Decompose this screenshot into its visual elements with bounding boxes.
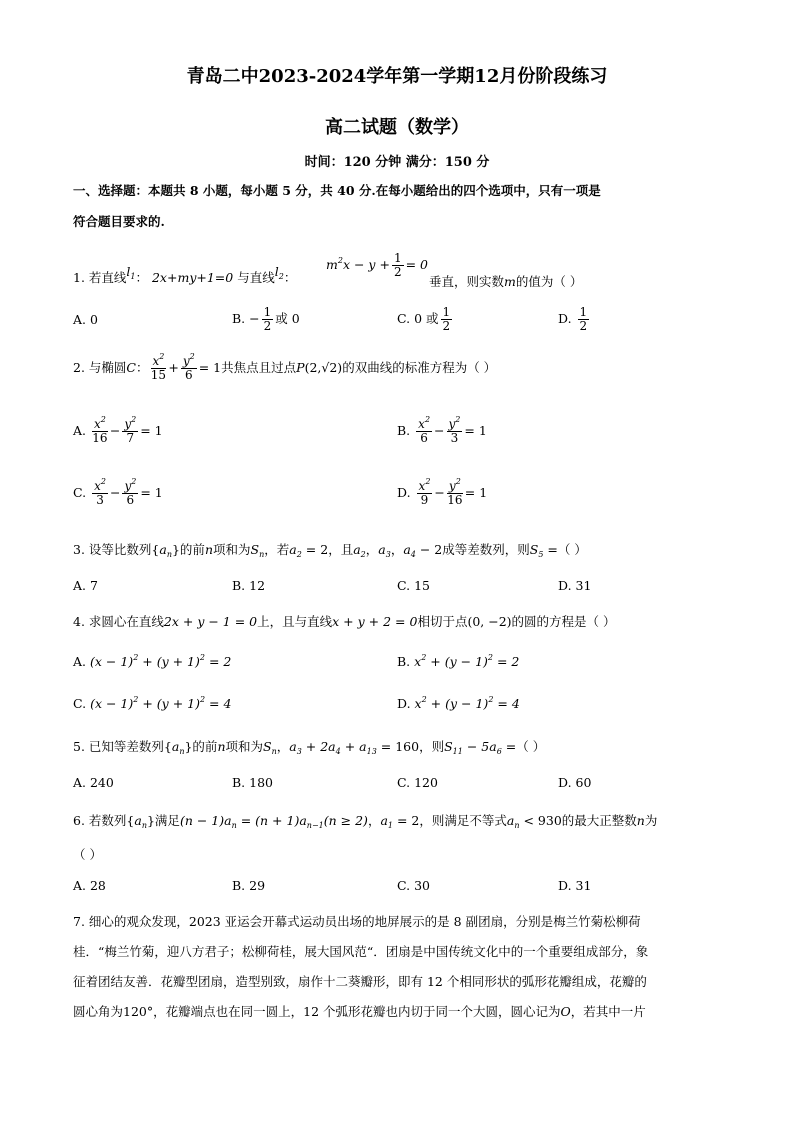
q4-option-d[interactable]: D. $x^2 + (y - 1)^2 = 4$ — [397, 695, 520, 711]
q2-option-b[interactable]: B. $\frac{x^2}{6}$ − $\frac{y^2}{3}$ = 1 — [397, 415, 487, 445]
q1-option-d[interactable]: D. $\frac{1}{2}$ — [558, 305, 588, 333]
q4-option-c[interactable]: C. $(x - 1)^2 + (y + 1)^2 = 4$ — [73, 695, 232, 711]
q2-option-a[interactable]: A. $\frac{x^2}{16}$ − $\frac{y^2}{7}$ = 1 — [73, 415, 163, 445]
q1-text-a: 1. 若直线 — [73, 270, 127, 285]
q3-option-b[interactable]: B. 12 — [232, 578, 266, 593]
question-3-stem: 3. 设等比数列$\{a_n\}$的前n项和为$S_n$，若$a_2 = 2$，且$a_2$，$a_3$，$a_4 - 2$成等差数列，则$S_5$ =（ ） — [73, 542, 587, 559]
q6-option-c[interactable]: C. 30 — [397, 878, 430, 893]
question-7-line1: 7. 细心的观众发现，2023 亚运会开幕式运动员出场的地屏展示的是 8 副团扇，分别是梅兰竹菊松柳荷 — [73, 914, 641, 929]
q3-option-a[interactable]: A. 7 — [73, 578, 98, 593]
q4-option-b[interactable]: B. $x^2 + (y - 1)^2 = 2$ — [397, 653, 520, 669]
q1-tail: 垂直，则实数m的值为（ ） — [429, 274, 583, 289]
q1-text-b: 与直线 — [237, 270, 275, 285]
q1-text-d: 的值为（ ） — [515, 274, 583, 289]
q6-paren: （ ） — [73, 847, 102, 862]
q1-line2-equation: $m^2x - y$ + $\frac{1}{2}$ = 0 — [326, 251, 428, 279]
q1-option-a[interactable]: A. 0 — [73, 312, 98, 327]
question-7-line2: 桂．“梅兰竹菊，迎八方君子；松柳荷桂，展大国风范“．团扇是中国传统文化中的一个重要组成部分，象 — [73, 944, 649, 959]
q1-option-c[interactable]: C. 0 或 $\frac{1}{2}$ — [397, 305, 451, 333]
question-7-line4: 圆心角为120°，花瓣端点也在同一圆上，12 个弧形花瓣也内切于同一个大圆，圆心记为O，若其中一片 — [73, 1004, 646, 1019]
q2-option-d[interactable]: D. $\frac{x^2}{9}$ − $\frac{y^2}{16}$ = 1 — [397, 477, 488, 507]
q6-option-d[interactable]: D. 31 — [558, 878, 592, 893]
question-1-stem: 1. 若直线$l_1$： 2x+my+1=0 与直线$l_2$： — [73, 264, 297, 285]
question-4-stem: 4. 求圆心在直线2x + y − 1 = 0上，且与直线x + y + 2 = 0相切于点(0, −2)的圆的方程是（ ） — [73, 614, 616, 629]
q3-option-d[interactable]: D. 31 — [558, 578, 592, 593]
section-heading-cont: 符合题目要求的. — [73, 214, 165, 229]
question-5-stem: 5. 已知等差数列$\{a_n\}$的前n项和为$S_n$，$a_3 + 2a_4 + a_{13} = 160$，则$S_{11} - 5a_6$ =（ ） — [73, 739, 546, 756]
q5-option-a[interactable]: A. 240 — [73, 775, 114, 790]
q1-option-b[interactable]: B. − $\frac{1}{2}$ 或 0 — [232, 305, 300, 333]
q1-text-c: 垂直，则实数 — [429, 274, 505, 289]
q2-option-c[interactable]: C. $\frac{x^2}{3}$ − $\frac{y^2}{6}$ = 1 — [73, 477, 163, 507]
q6-option-b[interactable]: B. 29 — [232, 878, 266, 893]
question-6-stem: 6. 若数列$\{a_n\}$满足$(n - 1)a_n = (n + 1)a_{n-1}(n \ge 2)$，$a_1 = 2$，则满足不等式$a_n < 930$的最大正整数n为 — [73, 813, 658, 830]
q3-option-c[interactable]: C. 15 — [397, 578, 430, 593]
q5-option-d[interactable]: D. 60 — [558, 775, 592, 790]
question-7-line3: 征着团结友善．花瓣型团扇，造型别致，扇作十二葵瓣形，即有 12 个相同形状的弧形花瓣组成，花瓣的 — [73, 974, 647, 989]
page-subtitle: 高二试题（数学） — [325, 117, 469, 138]
q4-option-a[interactable]: A. $(x - 1)^2 + (y + 1)^2 = 2$ — [73, 653, 232, 669]
q5-option-c[interactable]: C. 120 — [397, 775, 438, 790]
q6-option-a[interactable]: A. 28 — [73, 878, 106, 893]
page-title: 青岛二中2023-2024学年第一学期12月份阶段练习 — [186, 66, 608, 87]
section-heading: 一、选择题：本题共 8 小题，每小题 5 分，共 40 分.在每小题给出的四个选项中，只有一项是 — [73, 183, 601, 198]
q5-option-b[interactable]: B. 180 — [232, 775, 273, 790]
question-2-stem: 2. 与椭圆C： $\frac{x^2}{15}$ + $\frac{y^2}{6}$ = 1共焦点且过点P(2,√2)的双曲线的标准方程为（ ） — [73, 352, 497, 382]
time-info: 时间：120 分钟 满分：150 分 — [304, 155, 490, 170]
